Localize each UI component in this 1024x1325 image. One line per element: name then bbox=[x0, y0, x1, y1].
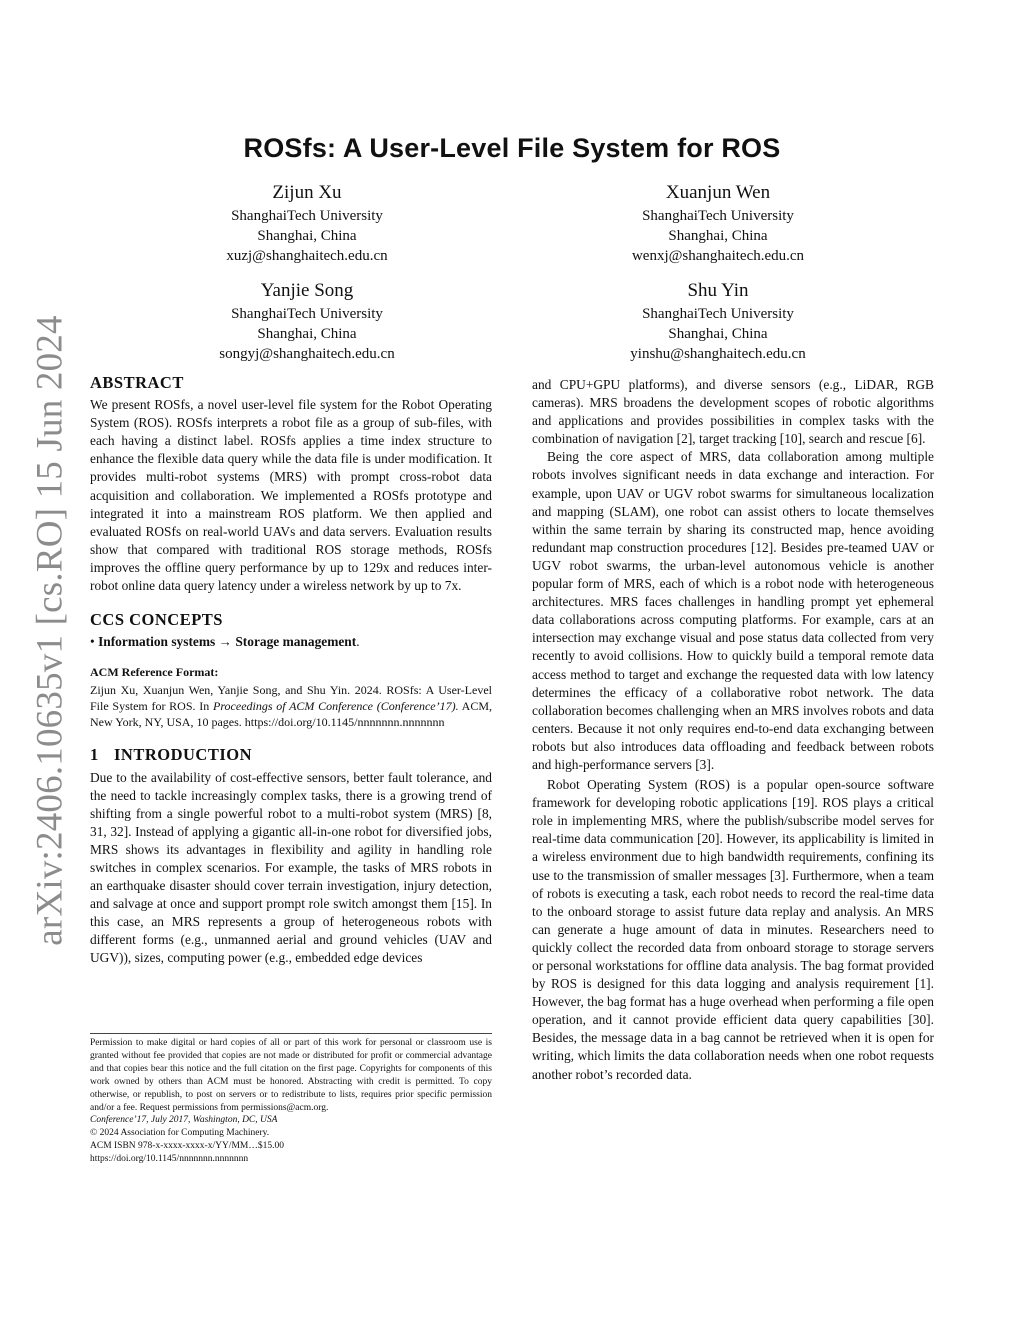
author-email: xuzj@shanghaitech.edu.cn bbox=[226, 248, 388, 264]
author-name: Zijun Xu bbox=[272, 182, 342, 203]
abstract-text: We present ROSfs, a novel user-level file system for the Robot Operating System (ROS). ROSfs interprets a robot file as a group of sub-files, with each having a distinct label. ROSfs applies a time index structure to enhance the flexible data query while the data file is under modification. It provides multi-robot systems (MRS) with prompt cross-robot data acquisition and collaboration. We implemented a ROSfs prototype and integrated it into a mainstream ROS platform. We then applied and evaluated ROSfs on real-world UAVs and data servers. Evaluation results show that compared with traditional ROS storage methods, ROSfs improves the offline query performance by up to 129x and reduces inter-robot online data query latency under a wireless network by up to 7x. bbox=[90, 397, 492, 594]
section-number: 1 bbox=[90, 745, 99, 765]
left-column bbox=[90, 374, 492, 968]
author-location: Shanghai, China bbox=[668, 326, 768, 342]
author-affiliation: ShanghaiTech University bbox=[231, 306, 383, 322]
intro-paragraph: Robot Operating System (ROS) is a popular open-source software framework for developing robotic applications [19]. ROS plays a critical role in implementing MRS, where the publish/subscribe model serves for real-time data communication [20]. However, its applicability is limited in a wireless environment due to high bandwidth requirements, confining its use to the transmission of smaller messages [3]. Furthermore, when a team of robots is executing a task, each robot needs to record the real-time data to the onboard storage to assist future data replay and analysis. An MRS can generate a huge amount of data in minutes. Researchers need to quickly collect the recorded data from onboard storage to storage servers or personal workstations for offline data analysis. The bag format provided by ROS is designed for this data logging and analysis requirement [1]. However, the bag format has a huge overhead when performing a file open operation, and it cannot provide efficient data query capabilities [30]. Besides, the message data in a bag cannot be retrieved when it is open for writing, which limits the data collaboration needs when one robot requests another robot’s recorded data. bbox=[532, 777, 934, 1082]
author-name: Shu Yin bbox=[687, 280, 749, 301]
author-affiliation: ShanghaiTech University bbox=[231, 208, 383, 224]
author-block bbox=[157, 181, 457, 266]
ccs-concept-name: Information systems bbox=[98, 634, 216, 650]
intro-paragraph: Due to the availability of cost-effective sensors, better fault tolerance, and the need to tackle increasingly complex tasks, there is a growing trend of shifting from a single powerful robot to a multi-robot system (MRS) [8, 31, 32]. Instead of applying a gigantic all-in-one robot for diversified jobs, MRS shows its advantages in flexibility and agility in handling role switches in complex scenarios. For example, the tasks of MRS robots in an earthquake disaster should cover terrain investigation, injury detection, and salvage at once and support prompt role switch amongst them [15]. In this case, an MRS represents a group of heterogeneous robots with different forms (e.g., unmanned aerial and ground vehicles (UAV and UGV)), sizes, computing power (e.g., embedded edge devices bbox=[90, 769, 492, 966]
author-location: Shanghai, China bbox=[257, 326, 357, 342]
author-affiliation: ShanghaiTech University bbox=[642, 208, 794, 224]
intro-paragraph: Being the core aspect of MRS, data collaboration among multiple robots involves significant needs in data exchange and interaction. For example, upon UAV or UGV robot swarms for simultaneous localization and mapping (SLAM), one robot can assist others to locate themselves within the same terrain by sharing its constructed map, hence avoiding redundant map construction procedures [12]. Besides pre-teamed UAV or UGV robot swarms, the urban-level autonomous vehicle is another popular form of MRS, each of which is a robot node with heterogeneous architectures. MRS faces challenges in handling prompt yet ephemeral data collaborations across computing platforms. For example, cars at an intersection may exchange visual and pose status data collected from very recently to avoid collisions. How to quickly build a temporal remote data access method to target and exchange the requested data with low latency determines the efficacy of a collaborative robot network. The data collaboration becomes challenging when an MRS involves robots and data centers. Because it not only requires end-to-end data exchanging between robots but also introduces data offloading and feedback between robots and high-performance servers [3]. bbox=[532, 449, 934, 772]
intro-heading bbox=[90, 746, 492, 764]
abstract-heading: ABSTRACT bbox=[90, 373, 184, 392]
doi-line: https://doi.org/10.1145/nnnnnnn.nnnnnnn bbox=[90, 1154, 249, 1165]
author-email: songyj@shanghaitech.edu.cn bbox=[219, 346, 395, 362]
author-location: Shanghai, China bbox=[668, 228, 768, 244]
footnote-divider bbox=[90, 1033, 492, 1034]
author-block bbox=[568, 279, 868, 364]
acm-ref-citation: Zijun Xu, Xuanjun Wen, Yanjie Song, and Shu Yin. 2024. ROSfs: A User-Level File System for ROS. In bbox=[90, 683, 492, 714]
author-block bbox=[157, 279, 457, 364]
ccs-concept bbox=[90, 633, 492, 651]
copyright-footnote bbox=[90, 1037, 492, 1166]
author-block bbox=[568, 181, 868, 266]
permission-notice: Permission to make digital or hard copies of all or part of this work for personal or classroom use is granted without fee provided that copies are not made or distributed for profit or commercial advantage and that copies bear this notice and the full citation on the first page. Copyrights for components of this work owned by others than ACM must be honored. Abstracting with credit is permitted. To copy otherwise, or republish, to post on servers or to redistribute to lists, requires prior specific permission and/or a fee. Request permissions from permissions@acm.org. bbox=[90, 1038, 492, 1113]
author-email: wenxj@shanghaitech.edu.cn bbox=[631, 248, 805, 264]
author-affiliation: ShanghaiTech University bbox=[642, 306, 794, 322]
copyright-line: © 2024 Association for Computing Machinery. bbox=[90, 1128, 270, 1139]
arxiv-stamp-text: arXiv:2406.10635v1 [cs.RO] 15 Jun 2024 bbox=[29, 314, 71, 946]
right-column bbox=[532, 376, 934, 1084]
author-name: Xuanjun Wen bbox=[665, 182, 771, 203]
acm-ref-text bbox=[90, 682, 492, 730]
ccs-subconcept: Storage management bbox=[235, 634, 357, 650]
ccs-heading: CCS CONCEPTS bbox=[90, 610, 223, 630]
author-location: Shanghai, China bbox=[257, 228, 357, 244]
conference-line: Conference’17, July 2017, Washington, DC, USA bbox=[90, 1115, 278, 1126]
author-name: Yanjie Song bbox=[260, 280, 354, 301]
paper-title: ROSfs: A User-Level File System for ROS bbox=[243, 133, 781, 163]
isbn-line: ACM ISBN 978-x-xxxx-xxxx-x/YY/MM…$15.00 bbox=[90, 1141, 284, 1152]
acm-ref-proceedings: Proceedings of ACM Conference (Conference’17). bbox=[212, 699, 459, 714]
ccs-period: . bbox=[356, 634, 360, 650]
ccs-bullet: • bbox=[90, 634, 95, 650]
intro-paragraph: and CPU+GPU platforms), and diverse sensors (e.g., LiDAR, RGB cameras). MRS broadens the development scopes of robotic algorithms and applications and provides possibilities in complex tasks with the combination of navigation [2], target tracking [10], search and rescue [6]. bbox=[532, 377, 934, 447]
acm-ref-publisher: ACM, New York, NY, USA, 10 pages. https://doi.org/10.1145/nnnnnnn.nnnnnnn bbox=[90, 699, 493, 730]
arxiv-stamp bbox=[27, 280, 73, 980]
ccs-arrow: → bbox=[218, 634, 232, 650]
author-email: yinshu@shanghaitech.edu.cn bbox=[630, 346, 806, 362]
acm-ref-heading: ACM Reference Format: bbox=[90, 665, 219, 680]
section-title: INTRODUCTION bbox=[114, 745, 253, 765]
